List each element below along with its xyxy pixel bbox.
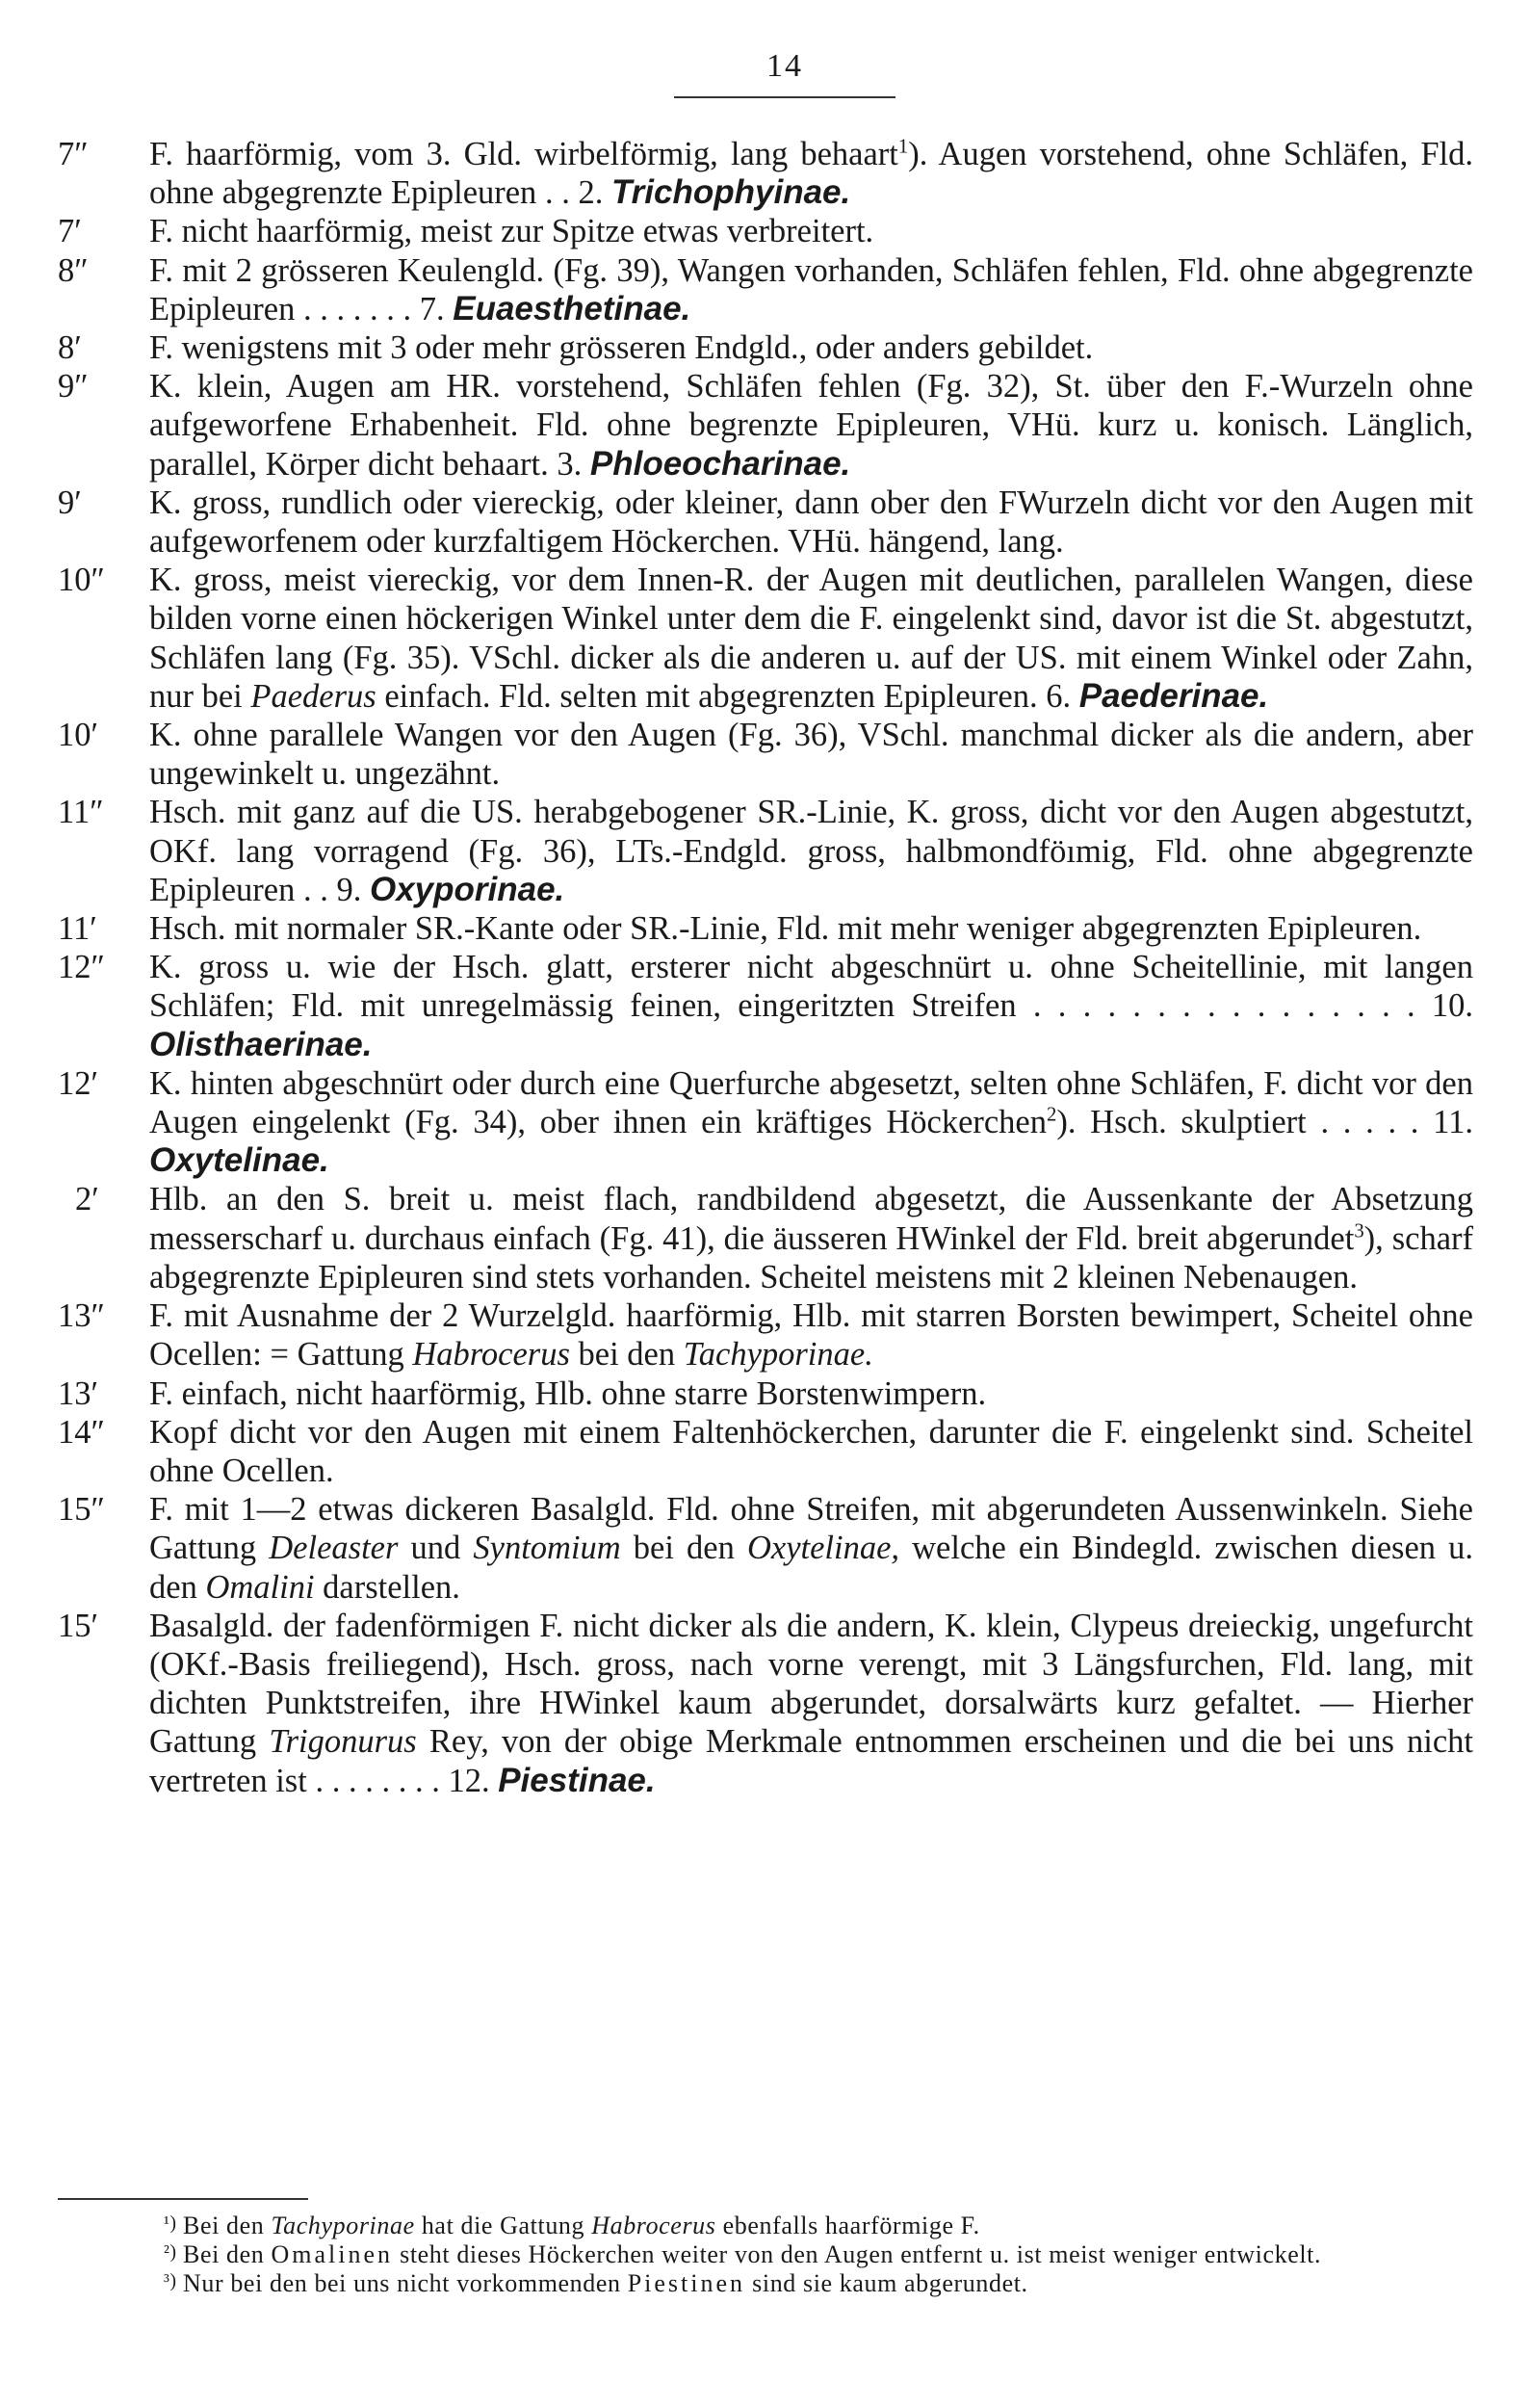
footnote [58,2240,1473,2269]
header-rule [674,96,895,98]
entry-text: Kopf dicht vor den Augen mit einem Faltenhöckerchen, darunter die F. eingelenkt sind. Scheitel ohne Ocellen. [149,1413,1473,1489]
entry-text: F. mit 1—2 etwas dickeren Basalgld. Fld. ohne Streifen, mit abgerundeten Aussenwinkeln. Siehe Gattung [149,1491,1473,1567]
entry-id: 8″ [58,251,89,289]
entry-text: ). Augen vorstehend, ohne Schläfen, Fld. ohne abgegrenzte Epipleuren [149,136,1473,212]
key-entry [58,1064,1473,1181]
subfamily-name: Oxyporinae. [369,870,565,908]
entry-text: K. klein, Augen am HR. vorstehend, Schläfen fehlen (Fg. 32), St. über den F.-Wurzeln ohne aufgeworfene Erhabenheit. Fld. ohne begrenzte Epipleuren, VHü. kurz u. konisch. Länglich, parallel, Körper dicht behaart. [149,368,1473,483]
entry-text: K. gross u. wie der Hsch. glatt, ersterer nicht abgeschnürt u. ohne Scheitellinie, mit langen Schläfen; Fld. mit unregelmässig feinen, eingeritzten Streifen [149,949,1473,1025]
entry-ref: 6. [1046,677,1072,715]
entry-id: 10″ [58,562,105,599]
key-entry [58,909,1473,948]
subfamily-ref: Oxytelinae, [746,1530,900,1567]
key-entry [58,1296,1473,1374]
key-entry [58,1607,1473,1800]
key-entry [58,1180,1473,1296]
entry-text: F. nicht haarförmig, meist zur Spitze etwas verbreitert. [149,213,874,250]
entry-id: 11″ [58,794,104,831]
entry-id: 2′ [75,1181,99,1218]
key-entry [58,367,1473,484]
spaced-term: Piestinen [627,2269,746,2297]
footnote-marker: 1 [897,136,909,158]
subfamily-name: Paederinae. [1078,676,1269,715]
subfamily-name: Piestinae. [498,1761,656,1799]
spaced-term: Omalinen [271,2240,393,2268]
key-entry [58,948,1473,1064]
key-entry [58,561,1473,716]
entry-text: K. ohne parallele Wangen vor den Augen (Fg. 36), VSchl. manchmal dicker als die andern, aber ungewinkelt u. ungezähnt. [149,717,1473,793]
footnote-marker: 2 [1047,1104,1057,1126]
entry-ref: . . . . . . . . 12. [315,1762,490,1799]
key-entry [58,212,1473,250]
entry-text: F. einfach, nicht haarförmig, Hlb. ohne starre Borstenwimpern. [149,1374,987,1412]
subfamily-ref: Tachyporinae [271,2212,415,2239]
subfamily-name: Olisthaerinae. [149,1025,373,1063]
entry-ref: 3. [557,445,583,483]
entry-id: 11′ [58,910,97,948]
entry-text: K. hinten abgeschnürt oder durch eine Querfurche abgesetzt, selten ohne Schläfen, F. dicht vor den Augen eingelenkt (Fg. 34), ober ihnen ein kräftiges Höckerchen [149,1064,1473,1141]
subfamily-ref: Tachyporinae. [683,1336,873,1374]
footnote-mark: ²) [164,2242,177,2263]
key-entry [58,484,1473,561]
key-entry [58,135,1473,212]
entry-id: 14″ [58,1413,105,1451]
subfamily-name: Oxytelinae. [149,1141,329,1180]
genus-name: Syntomium [473,1530,621,1567]
entry-text: ), scharf abgegrenzte Epipleuren sind stets vorhanden. Scheitel meistens mit 2 kleinen Nebenaugen. [149,1219,1473,1296]
footnote-text: sind sie kaum abgerundet. [752,2269,1028,2297]
key-entry [58,1413,1473,1490]
entry-id: 13′ [58,1374,99,1412]
footnote-text: steht dieses Höckerchen weiter von den Augen entfernt u. ist meist weniger entwickelt. [400,2240,1322,2268]
entry-text: und [398,1530,461,1567]
entry-text: F. wenigstens mit 3 oder mehr grösseren Endgld., oder anders gebildet. [149,329,1094,367]
footnote-text: Bei den [183,2240,265,2268]
entry-text: Basalgld. der fadenförmigen F. nicht dicker als die andern, K. klein, Clypeus dreieckig, ungefurcht (OKf.-Basis freiliegend), Hsch. gross, nach vorne verengt, mit 3 Längsfurchen, Fld. lang, mit dichten Punktstreifen, ihre HWinkel kaum abgerundet, dorsalwärts kurz gefaltet. — Hierher Gattung [149,1607,1473,1761]
entry-ref: . . . . . 11. [1320,1104,1473,1141]
entry-id: 15″ [58,1491,105,1529]
entry-id: 7″ [58,136,89,172]
entry-id: 13″ [58,1297,105,1335]
footnote [58,2269,1473,2298]
genus-name: Trigonurus [269,1723,417,1761]
footnotes [58,2212,1473,2298]
footnote-mark: ¹) [164,2213,177,2234]
subfamily-name: Trichophyinae. [610,173,851,212]
entry-id: 7′ [58,213,82,250]
entry-id: 12′ [58,1064,99,1102]
entry-text: F. haarförmig, vom 3. Gld. wirbelförmig, lang behaart [149,136,898,172]
key-entry [58,1374,1473,1413]
tribe-ref: Omalini [205,1568,315,1606]
footnote-marker: 3 [1354,1220,1364,1243]
page-number: 14 [766,48,803,84]
entry-text: Hlb. an den S. breit u. meist flach, randbildend abgesetzt, die Aussenkante der Absetzung messerscharf u. durchaus einfach (Fg. 41), die äusseren HWinkel der Fld. breit abgerundet [149,1181,1473,1257]
entry-text: Hsch. mit normaler SR.-Kante oder SR.-Linie, Fld. mit mehr weniger abgegrenzten Epipleuren. [149,910,1422,948]
entry-id: 9″ [58,368,89,406]
key-entry [58,328,1473,367]
footnote-rule [58,2198,308,2200]
genus-name: Habrocerus [591,2212,716,2239]
entry-ref: . . 9. [302,871,362,908]
entry-text: K. gross, rundlich oder viereckig, oder kleiner, dann ober den FWurzeln dicht vor den Augen mit aufgeworfenem oder kurzfaltigem Höckerchen. VHü. hängend, lang. [149,484,1473,561]
entry-text: einfach. Fld. selten mit abgegrenzten Epipleuren. [376,677,1038,715]
entry-ref: . . . . . . . 7. [302,290,445,327]
footnote-text: Bei den [183,2212,265,2239]
entry-text: Hsch. mit ganz auf die US. herabgebogener SR.-Linie, K. gross, dicht vor den Augen abgestutzt, OKf. lang vorragend (Fg. 36), LTs.-Endgld. gross, halbmondföımig, Fld. ohne abgegrenzte Epipleuren [149,794,1473,908]
entry-ref: . . 2. [544,174,604,212]
entry-text: bei den [569,1336,676,1374]
key-entry [58,793,1473,909]
footnote-text: Nur bei den bei uns nicht vorkommenden [183,2269,621,2297]
entry-text: ). Hsch. skulptiert [1056,1104,1307,1141]
footnote-mark: ³) [164,2271,177,2291]
footnote-text: hat die Gattung [421,2212,585,2239]
genus-name: Deleaster [269,1530,399,1567]
entry-text: F. mit 2 grösseren Keulengld. (Fg. 39), Wangen vorhanden, Schläfen fehlen, Fld. ohne abgegrenzte Epipleuren [149,251,1473,327]
key-entries [58,135,1473,1800]
subfamily-name: Phloeocharinae. [589,444,851,483]
entry-text: Rey, von der obige Merkmale entnommen erscheinen und die bei uns nicht vertreten ist [149,1723,1473,1799]
footnote [58,2212,1473,2240]
entry-text: darstellen. [314,1568,460,1606]
entry-text: welche ein Bindegld. zwischen diesen u. den [149,1530,1473,1606]
entry-ref: . . . . . . . . . . . . . . . . 10. [1032,987,1474,1025]
entry-id: 10′ [58,717,99,754]
entry-text: bei den [620,1530,735,1567]
entry-text: F. mit Ausnahme der 2 Wurzelgld. haarförmig, Hlb. mit starren Borsten bewimpert, Scheitel ohne Ocellen: = Gattung [149,1297,1473,1374]
key-entry [58,716,1473,793]
genus-name: Habrocerus [412,1336,570,1374]
entry-text: K. gross, meist viereckig, vor dem Innen-R. der Augen mit deutlichen, parallelen Wangen, diese bilden vorne einen höckerigen Winkel unter dem die F. eingelenkt sind, davor ist die St. abgestutzt, Schläfen lang (Fg. 35). VSchl. dicker als die anderen u. auf der US. mit einem Winkel oder Zahn, nur bei [149,562,1473,715]
entry-id: 12″ [58,949,105,986]
footnote-text: ebenfalls haarförmige F. [722,2212,980,2239]
key-entry [58,251,1473,328]
key-entry [58,1490,1473,1607]
genus-name: Paederus [250,677,376,715]
entry-id: 8′ [58,329,82,367]
entry-id: 9′ [58,484,82,521]
entry-id: 15′ [58,1607,99,1644]
subfamily-name: Euaesthetinae. [453,289,691,327]
